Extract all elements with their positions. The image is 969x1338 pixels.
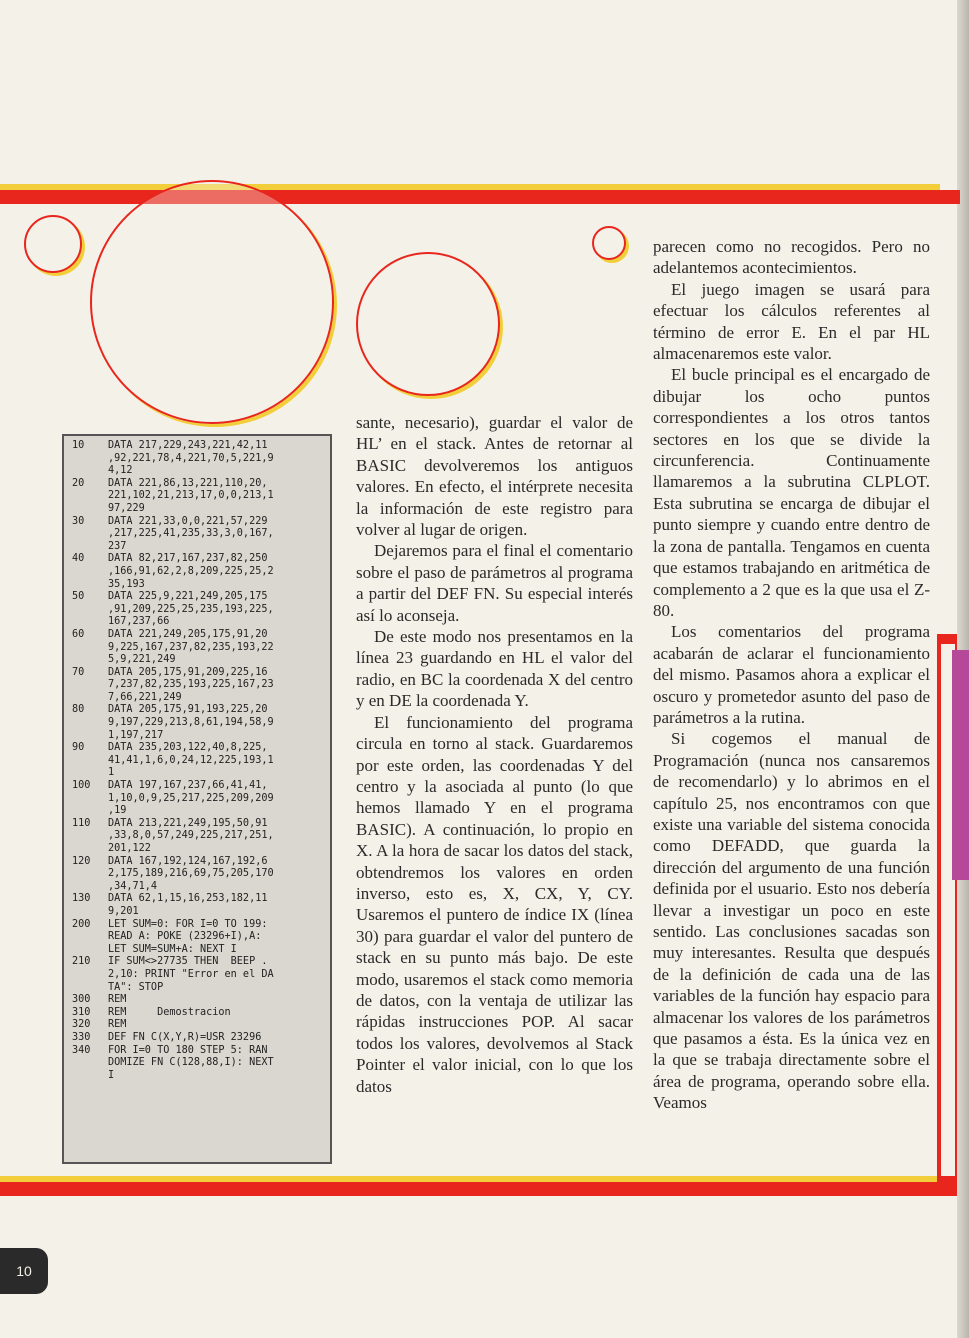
code-line: [72, 1007, 326, 1020]
paragraph: parecen como no recogidos. Pero no adelantemos acontecimientos.: [653, 237, 930, 278]
medium-circle: [356, 252, 500, 396]
code-text: DATA 221,33,0,0,221,57,229 ,217,225,41,235,33,3,0,167, 237: [108, 515, 274, 552]
tiny-circle-right: [592, 226, 626, 260]
code-text: DATA 217,229,243,221,42,11 ,92,221,78,4,221,70,5,221,9 4,12: [108, 440, 274, 477]
code-line: [72, 704, 326, 742]
paragraph: De este modo nos presentamos en la línea 23 guardando en HL el valor del radio, en BC la coordenada X del centro y en DE la coordenada Y.: [356, 627, 633, 711]
code-line: [72, 1045, 326, 1083]
line-number: 90: [72, 742, 85, 754]
line-number: 120: [72, 855, 91, 867]
code-line: [72, 780, 326, 818]
code-text: DATA 82,217,167,237,82,250 ,166,91,62,2,8,209,225,25,2 35,193: [108, 553, 274, 590]
line-number: 70: [72, 666, 85, 678]
line-number: 110: [72, 817, 91, 829]
code-text: DATA 62,1,15,16,253,182,11 9,201: [108, 893, 268, 917]
code-line: [72, 667, 326, 705]
code-line: [72, 440, 326, 478]
code-line: [72, 478, 326, 516]
code-line: [72, 818, 326, 856]
code-text: DATA 213,221,249,195,50,91 ,33,8,0,57,249,225,217,251, 201,122: [108, 817, 274, 854]
code-text: DATA 221,86,13,221,110,20, 221,102,21,213,17,0,0,213,1 97,229: [108, 477, 274, 514]
code-text: DATA 205,175,91,193,225,20 9,197,229,213,8,61,194,58,9 1,197,217: [108, 704, 274, 741]
code-line: [72, 553, 326, 591]
small-circle-left: [24, 215, 82, 273]
code-text: DATA 235,203,122,40,8,225, 41,41,1,6,0,24,12,225,193,1 1: [108, 742, 274, 779]
paragraph: Dejaremos para el final el comentario sobre el paso de parámetros al programa a partir del DEF FN. Su especial interés así lo aconseja.: [356, 541, 633, 625]
code-line: [72, 591, 326, 629]
line-number: 300: [72, 994, 91, 1006]
code-text: DATA 197,167,237,66,41,41, 1,10,0,9,25,217,225,209,209 ,19: [108, 780, 274, 817]
code-text: REM Demostracion: [108, 1006, 231, 1018]
line-number: 100: [72, 780, 91, 792]
page-number: 10: [0, 1248, 48, 1294]
line-number: 50: [72, 591, 85, 603]
line-number: 330: [72, 1031, 91, 1043]
line-number: 310: [72, 1006, 91, 1018]
line-number: 40: [72, 553, 85, 565]
article-column-right: [653, 236, 930, 1114]
paragraph: Si cogemos el manual de Programación (nunca nos cansaremos de recomendarlo) y lo abrimos en el capítulo 25, nos encontramos con que existe una variable del sistema conocida como DEFADD, que guarda la dirección del argumento de una función definida por el usuario. Esto nos debería llevar a investigar un poco en este sentido. Las conclusiones sacadas son muy interesantes. Resulta que después de la definición de cada una de las variables de la función hay espacio para almacenar los valores de los parámetros que pasamos a ésta. Es la única vez en la que se trabaja directamente sobre el área de programa, operando sobre ella. Veamos: [653, 729, 930, 1113]
line-number: 60: [72, 628, 85, 640]
code-text: REM: [108, 994, 127, 1006]
line-number: 210: [72, 956, 91, 968]
paragraph: El bucle principal es el encargado de dibujar los ocho puntos correspondientes a los otros tantos sectores en los que se divide la circunferencia. Continuamente llamaremos a la subrutina CLPLOT. Esta subrutina se encarga de dibujar el punto siempre y cuando entre dentro de la zona de pantalla. Tengamos en cuenta que estamos trabajando en aritmética de complemento a 2 que es la que usa el Z-80.: [653, 365, 930, 620]
line-number: 80: [72, 704, 85, 716]
paragraph: El juego imagen se usará para efectuar los cálculos referentes al término de error E. En el par HL almacenaremos este valor.: [653, 279, 930, 364]
code-line: [72, 893, 326, 918]
code-line: [72, 994, 326, 1007]
code-line: [72, 856, 326, 894]
code-text: LET SUM=0: FOR I=0 TO 199: READ A: POKE (23296+I),A: LET SUM=SUM+A: NEXT I: [108, 918, 268, 955]
large-circle: [90, 180, 334, 424]
code-text: DATA 225,9,221,249,205,175 ,91,209,225,25,235,193,225, 167,237,66: [108, 591, 274, 628]
paragraph: Los comentarios del programa acabarán de aclarar el funcionamiento del mismo. Pasamos ahora a explicar el oscuro y prometedor asunto del paso de parámetros a la rutina.: [653, 622, 930, 727]
basic-program-listing: [62, 434, 332, 1164]
code-text: DATA 205,175,91,209,225,16 7,237,82,235,193,225,167,23 7,66,221,249: [108, 666, 274, 703]
code-line: [72, 1019, 326, 1032]
code-line: [72, 1032, 326, 1045]
line-number: 320: [72, 1019, 91, 1031]
paragraph: El funcionamiento del programa circula en torno al stack. Guardaremos por este orden, las coordenadas Y del centro y la asociada al punto (lo que hemos llamado Y en el programa BASIC). A continuación, lo propio en X. A la hora de sacar los datos del stack, obtendremos los valores en orden inverso, esto es, X, CX, Y, CY. Usaremos el puntero de índice IX (línea 30) para guardar el valor del puntero de stack en su punto más bajo. De este modo, usaremos el stack como memoria de datos, con la ventaja de utilizar las rápidas instrucciones POP. Al sacar todos los valores, devolvemos al Stack Pointer el valor inicial, con lo que los datos: [356, 712, 633, 1096]
code-line: [72, 516, 326, 554]
code-line: [72, 742, 326, 780]
line-number: 10: [72, 440, 85, 451]
code-line: [72, 919, 326, 957]
line-number: 20: [72, 477, 85, 489]
line-number: 200: [72, 918, 91, 930]
code-text: REM: [108, 1019, 127, 1031]
code-text: DATA 167,192,124,167,192,6 2,175,189,216,69,75,205,170 ,34,71,4: [108, 855, 274, 892]
line-number: 340: [72, 1044, 91, 1056]
code-text: DATA 221,249,205,175,91,20 9,225,167,237,82,235,193,22 5,9,221,249: [108, 628, 274, 666]
magenta-tab: [952, 650, 969, 880]
code-text: IF SUM<>27735 THEN BEEP . 2,10: PRINT "Error en el DA TA": STOP: [108, 956, 274, 993]
bottom-red-stripe: [0, 1182, 957, 1196]
paragraph: sante, necesario), guardar el valor de HL’ en el stack. Antes de retornar al BASIC devolveremos los antiguos valores. En efecto, el intérprete necesita la información de este registro para volver al lugar de origen.: [356, 413, 633, 540]
code-line: [72, 629, 326, 667]
code-line: [72, 956, 326, 994]
code-text: DEF FN C(X,Y,R)=USR 23296: [108, 1031, 262, 1043]
article-column-middle: [356, 412, 633, 1097]
code-text: FOR I=0 TO 180 STEP 5: RAN DOMIZE FN C(128,88,I): NEXT I: [108, 1044, 274, 1081]
line-number: 130: [72, 893, 91, 905]
line-number: 30: [72, 515, 85, 527]
